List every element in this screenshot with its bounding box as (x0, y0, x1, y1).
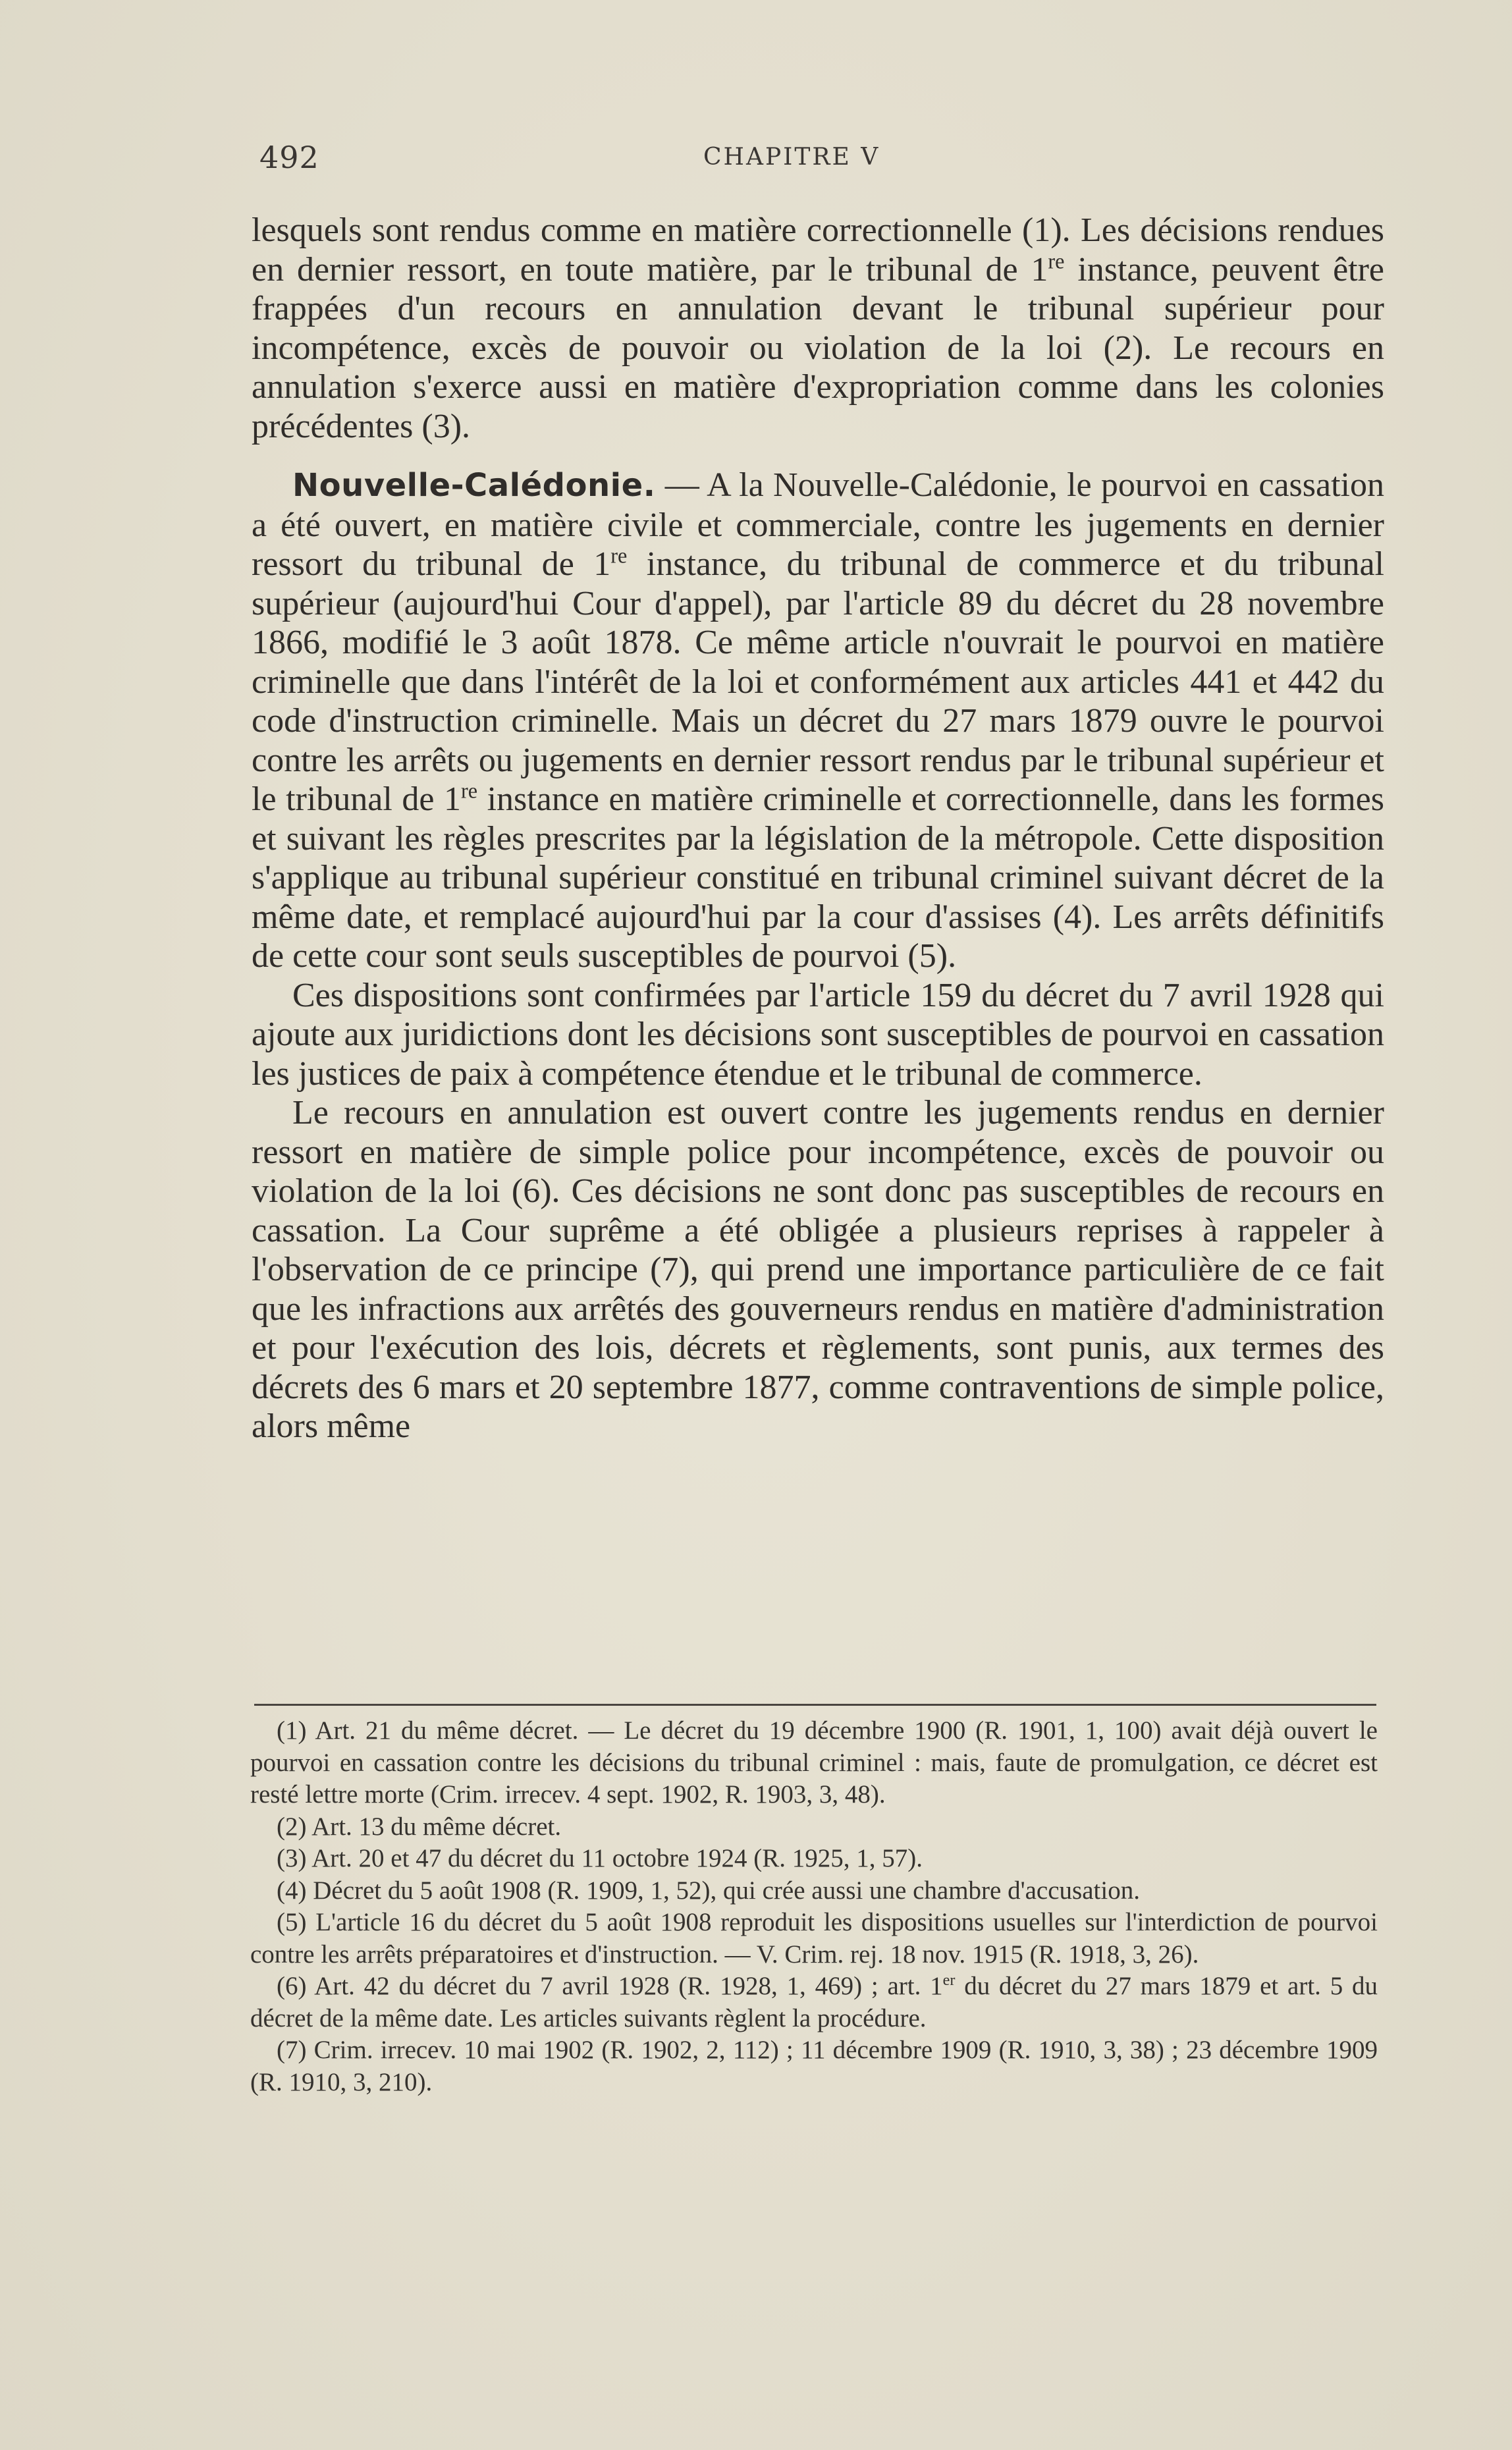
superscript: re (1048, 249, 1065, 273)
footnote-4: (4) Décret du 5 août 1908 (R. 1909, 1, 52), qui crée aussi une chambre d'accusation. (277, 1876, 1140, 1905)
paragraph-1-text: lesquels sont rendus comme en matière correctionnelle (1). Les décisions rendues en dernier ressort, en toute matière, par le tribunal de 1 (252, 211, 1384, 288)
main-text (252, 211, 1384, 1446)
paragraph-2-text: — A la Nouvelle-Calédonie, le pourvoi en cassation a été ouvert, en matière civile et commerciale, contre les jugements en dernier ressort du tribunal de 1 (252, 466, 1384, 583)
footnote-6 (250, 1971, 1378, 2034)
footnote-2: (2) Art. 13 du même décret. (277, 1812, 562, 1841)
footnote-6-text-cont: du décret du 27 mars 1879 et art. 5 du décret de la même date. Les articles suivants règlent la procédure. (250, 1972, 1378, 2032)
superscript: re (610, 543, 628, 568)
footnote-3: (3) Art. 20 et 47 du décret du 11 octobre 1924 (R. 1925, 1, 57). (277, 1844, 923, 1872)
footnote-1: (1) Art. 21 du même décret. — Le décret du 19 décembre 1900 (R. 1901, 1, 100) avait déjà ouvert le pourvoi en cassation contre les décisions du tribunal criminel : mais, faute de promulgation, ce décret est resté lettre morte (Crim. irrecev. 4 sept. 1902, R. 1903, 3, 48). (250, 1716, 1378, 1809)
paragraph-nouvelle-caledonie (252, 466, 1384, 976)
paragraph-4: Le recours en annulation est ouvert contre les jugements rendus en dernier ressort en matière de simple police pour incompétence, excès de pouvoir ou violation de la loi (6). Ces décisions ne sont donc pas susceptibles de recours en cassation. La Cour suprême a été obligée a plusieurs reprises à rappeler à l'observation de ce principe (7), qui prend une importance particulière de ce fait que les infractions aux arrêtés des gouverneurs rendus en matière d'administration et pour l'exécution des lois, décrets et règlements, sont punis, aux termes des décrets des 6 mars et 20 septembre 1877, comme contraventions de simple police, alors même (252, 1094, 1384, 1445)
paragraph-1 (252, 211, 1384, 446)
footnotes (250, 1715, 1378, 2098)
footnote-rule (254, 1704, 1376, 1706)
section-heading: Nouvelle-Calédonie. (292, 467, 656, 504)
running-head: CHAPITRE V (703, 144, 880, 171)
paragraph-1-text-cont: instance, peuvent être frappées d'un recours en annulation devant le tribunal supérieur pour incompétence, excès de pouvoir ou violation de la loi (2). Le recours en annulation s'exerce aussi en matière d'expropriation comme dans les colonies précédentes (3). (252, 250, 1384, 445)
paragraph-2-text-end: instance en matière criminelle et correctionnelle, dans les formes et suivant les règles prescrites par la législation de la métropole. Cette disposition s'applique au tribunal supérieur constitué en tribunal criminel suivant décret de la même date, et remplacé aujourd'hui par la cour d'assises (4). Les arrêts définitifs de cette cour sont seuls susceptibles de pourvoi (5). (252, 780, 1384, 975)
paragraph-2-text-cont: instance, du tribunal de commerce et du tribunal supérieur (aujourd'hui Cour d'appel), par l'article 89 du décret du 28 novembre 1866, modifié le 3 août 1878. Ce même article n'ouvrait le pourvoi en matière criminelle que dans l'intérêt de la loi et conformément aux articles 441 et 442 du code d'instruction criminelle. Mais un décret du 27 mars 1879 ouvre le pourvoi contre les arrêts ou jugements en dernier ressort rendus par le tribunal supérieur et le tribunal de 1 (252, 545, 1384, 818)
page-number: 492 (259, 140, 319, 175)
footnote-5: (5) L'article 16 du décret du 5 août 1908 reproduit les dispositions usuelles sur l'interdiction de pourvoi contre les arrêts préparatoires et d'instruction. — V. Crim. rej. 18 nov. 1915 (R. 1918, 3, 26). (250, 1908, 1378, 1969)
footnote-6-text: (6) Art. 42 du décret du 7 avril 1928 (R. 1928, 1, 469) ; art. 1 (277, 1972, 943, 2000)
page-header (256, 140, 1375, 179)
superscript: er (942, 1971, 956, 1989)
superscript: re (461, 778, 478, 803)
footnote-7: (7) Crim. irrecev. 10 mai 1902 (R. 1902, 2, 112) ; 11 décembre 1909 (R. 1910, 3, 38) ; 23 décembre 1909 (R. 1910, 3, 210). (250, 2036, 1378, 2096)
paragraph-3: Ces dispositions sont confirmées par l'article 159 du décret du 7 avril 1928 qui ajoute aux juridictions dont les décisions sont susceptibles de pourvoi en cassation les justices de paix à compétence étendue et le tribunal de commerce. (252, 976, 1384, 1093)
